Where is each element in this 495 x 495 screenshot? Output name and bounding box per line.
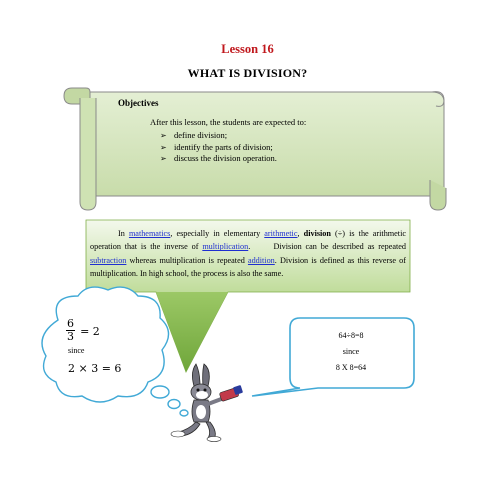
text: ,	[297, 229, 304, 238]
speech-line-since: since	[342, 347, 360, 356]
text: (÷) is the arithmetic operation that is the inverse of	[90, 229, 406, 252]
thought-multiplication: 2 × 3 = 6	[68, 362, 122, 375]
speech-line-multiplication: 8 X 8=64	[335, 363, 367, 372]
arrow-bullet-icon: ➢	[160, 131, 167, 140]
text: . Division can be described as repeated	[248, 242, 409, 252]
objective-text: discuss the division operation.	[174, 153, 277, 163]
thought-since: since	[68, 346, 85, 355]
text: In	[118, 229, 129, 238]
cartoon-bunny-icon	[168, 362, 258, 442]
text: , especially in elementary	[170, 229, 265, 238]
link-subtraction[interactable]: subtraction	[90, 255, 127, 265]
link-multiplication[interactable]: multiplication	[202, 242, 249, 252]
objective-text: identify the parts of division;	[174, 141, 273, 152]
link-addition[interactable]: addition	[247, 255, 275, 265]
text: whereas multiplication is repeated	[126, 255, 248, 265]
speech-line-division: 64÷8=8	[338, 331, 364, 340]
speech-bubble-text	[291, 328, 411, 376]
link-mathematics[interactable]: mathematics	[128, 229, 171, 238]
objective-text: define division;	[174, 130, 228, 140]
lesson-number-title: Lesson 16	[221, 42, 274, 56]
arrow-bullet-icon: ➢	[160, 142, 167, 152]
callout-paragraph	[90, 227, 409, 281]
link-arithmetic[interactable]: arithmetic	[264, 229, 298, 238]
numerator: 6	[67, 317, 74, 330]
page-title: WHAT IS DIVISION?	[187, 66, 308, 80]
denominator: 3	[67, 330, 74, 343]
fraction	[66, 318, 75, 343]
division-term: division	[303, 229, 331, 238]
objectives-intro: After this lesson, the students are expected to:	[150, 117, 307, 127]
text: . Division is defined as this reverse of multiplication. In high school, the process is also the same.	[90, 255, 406, 279]
objectives-heading: Objectives	[118, 98, 159, 108]
equals-result: = 2	[80, 325, 100, 338]
thought-fraction-equation	[66, 318, 100, 343]
arrow-bullet-icon: ➢	[160, 154, 167, 163]
